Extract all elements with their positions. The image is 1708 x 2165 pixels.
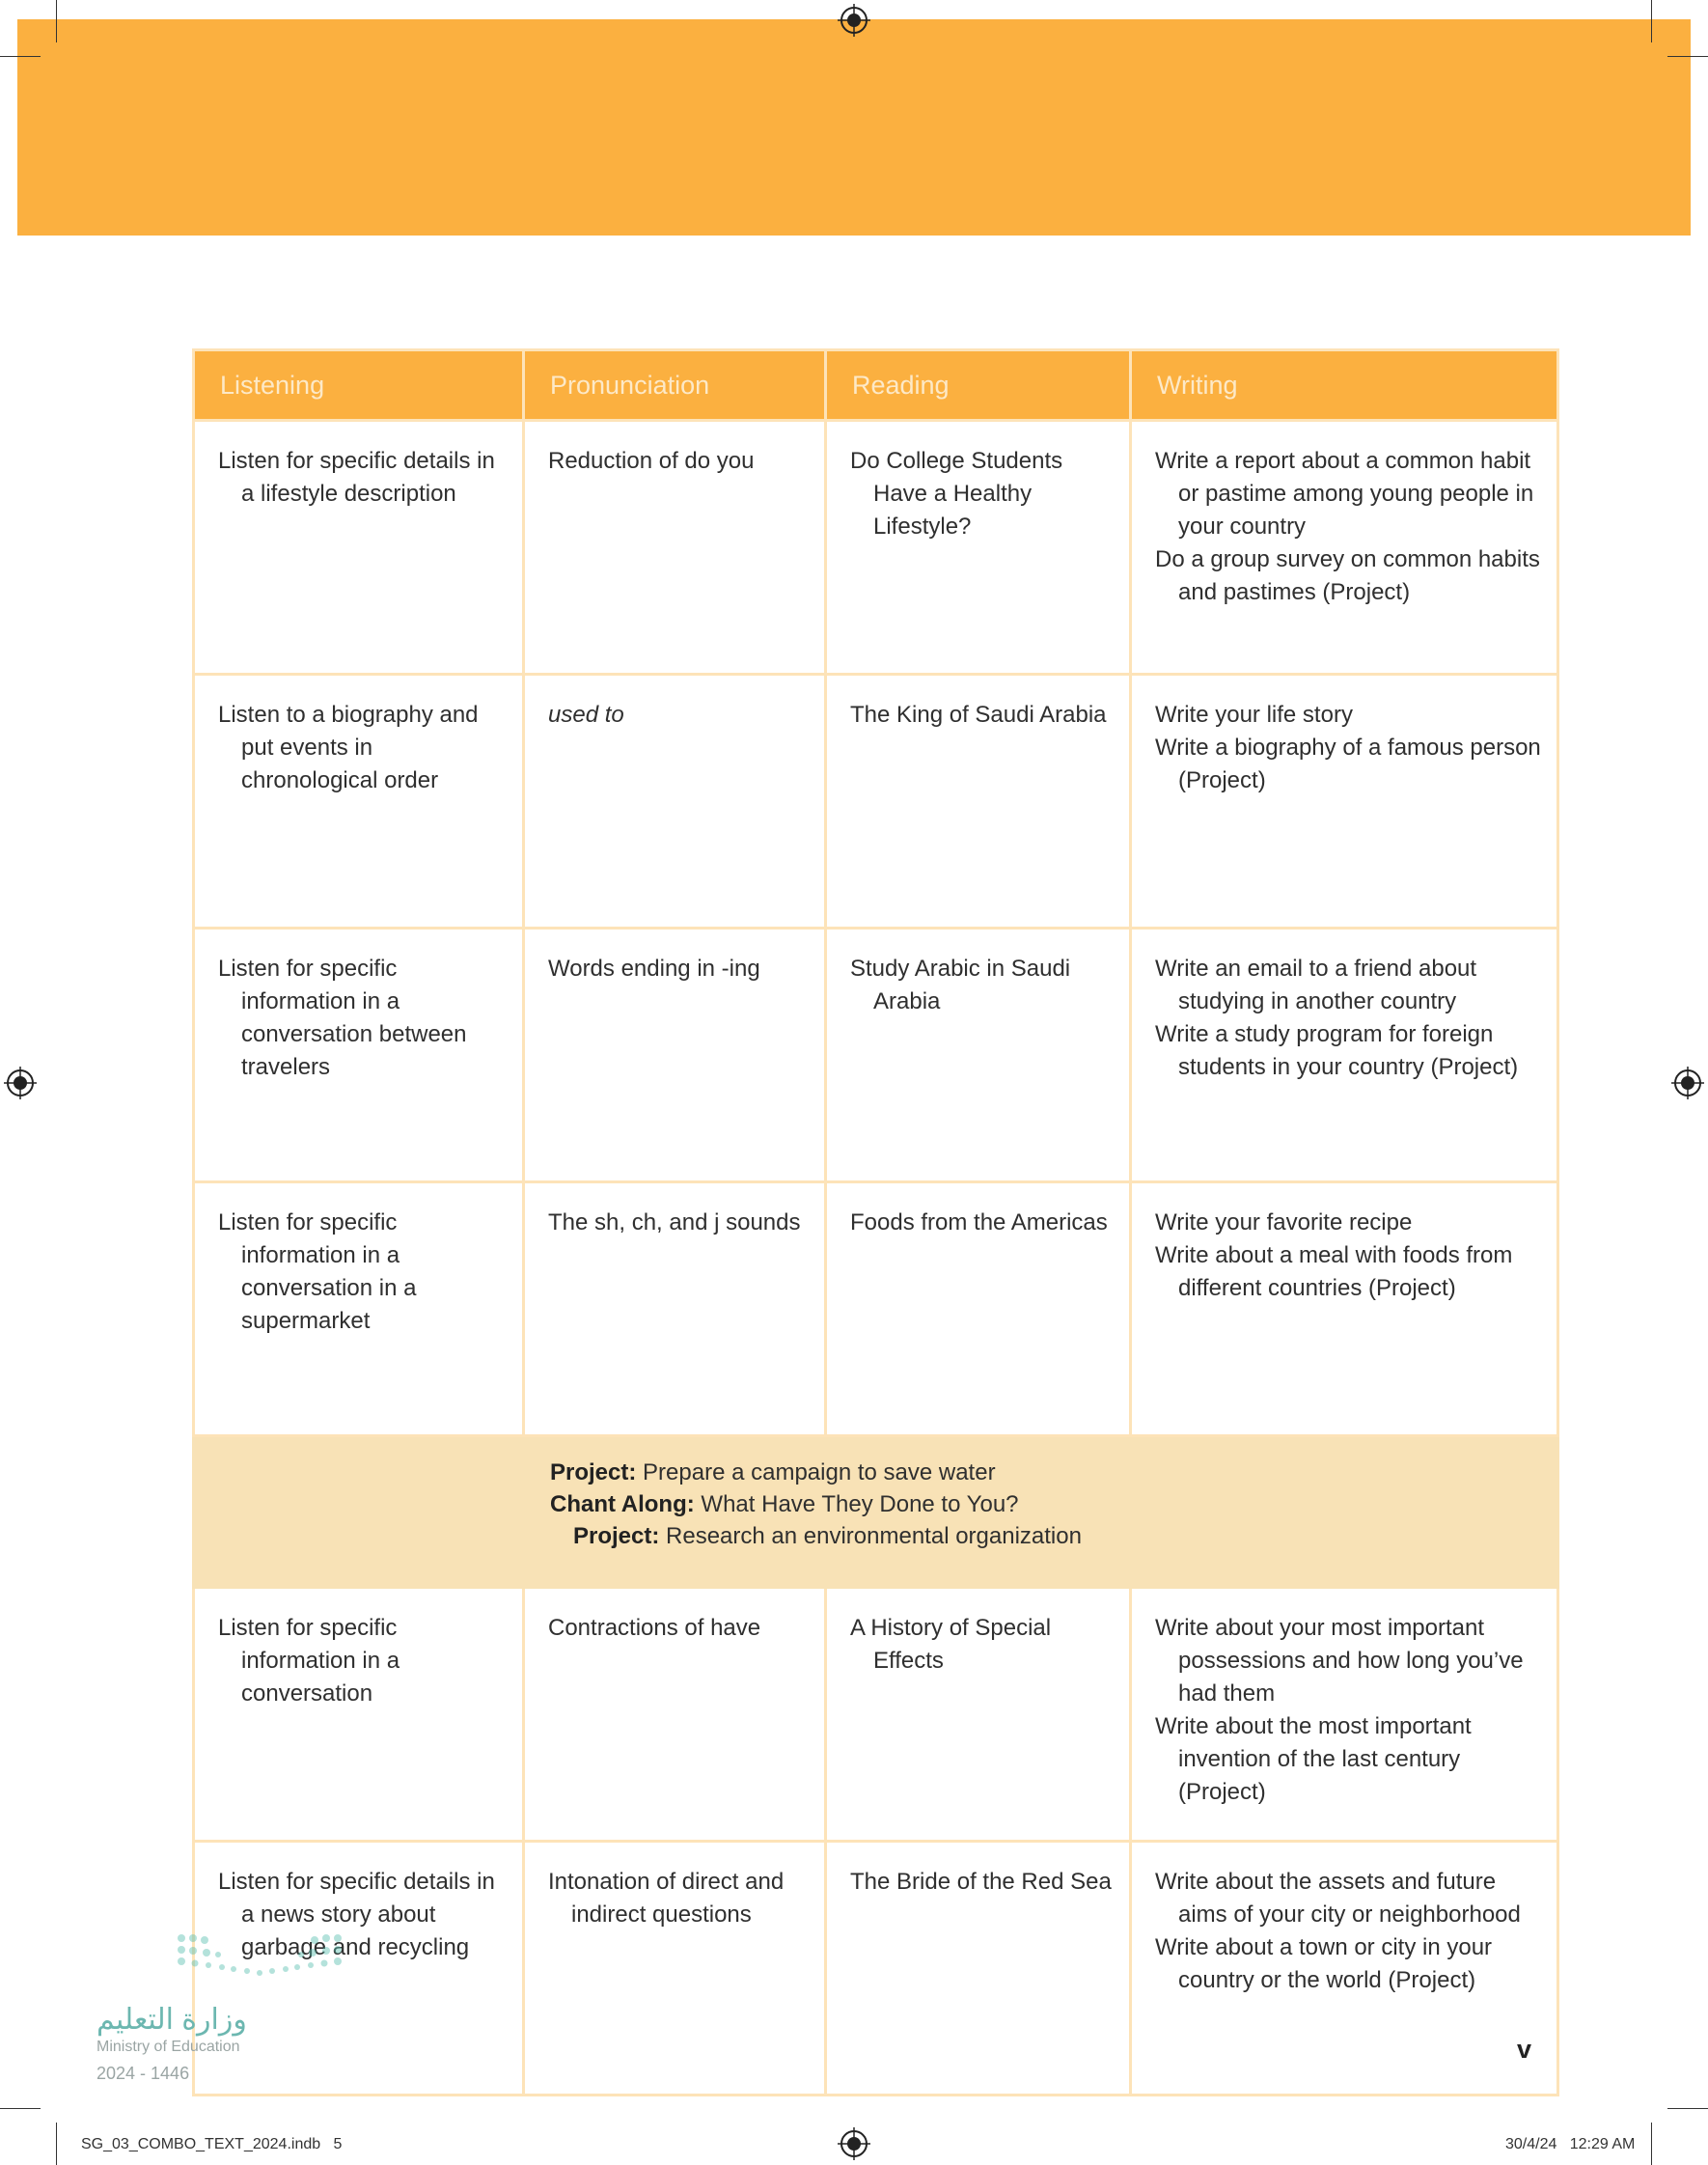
table-row bbox=[194, 1842, 1558, 2096]
crop-mark bbox=[0, 56, 41, 57]
ministry-name-arabic: وزارة التعليم bbox=[96, 2004, 247, 2036]
crop-mark bbox=[1667, 2108, 1708, 2109]
writing-cell: Write an email to a friend about studying in another country Write a study program for foreign students in your country (Project) bbox=[1131, 929, 1558, 1182]
reading-cell: Foods from the Americas bbox=[826, 1182, 1131, 1436]
writing-cell: Write about the assets and future aims of your city or neighborhood Write about a town or city in your country or the world (Project) bbox=[1131, 1842, 1558, 2096]
pronunciation-cell: Contractions of have bbox=[524, 1588, 826, 1842]
registration-mark-icon bbox=[838, 4, 870, 37]
page-number: v bbox=[1517, 2035, 1532, 2064]
listening-cell: Listen for specific details in a news story about garbage and recycling bbox=[194, 1842, 524, 2096]
crop-mark bbox=[56, 0, 57, 42]
review-band-row bbox=[194, 1436, 1558, 1588]
top-banner bbox=[17, 19, 1691, 236]
footer-timestamp: 30/4/24 12:29 AM bbox=[1505, 2136, 1636, 2152]
reading-cell: The Bride of the Red Sea bbox=[826, 1842, 1131, 2096]
pronunciation-cell: The sh, ch, and j sounds bbox=[524, 1182, 826, 1436]
reading-cell: The King of Saudi Arabia bbox=[826, 675, 1131, 929]
band-line-project-2: Project: Research an environmental organization bbox=[573, 1523, 1082, 1549]
crop-mark bbox=[1667, 56, 1708, 57]
writing-cell: Write your life story Write a biography of a famous person (Project) bbox=[1131, 675, 1558, 929]
table-row bbox=[194, 1182, 1558, 1436]
pronunciation-cell: Intonation of direct and indirect questions bbox=[524, 1842, 826, 2096]
writing-cell: Write about your most important possessions and how long you’ve had them Write about the most important invention of the last century (Project) bbox=[1131, 1588, 1558, 1842]
pronunciation-cell: used to bbox=[524, 675, 826, 929]
table-row bbox=[194, 1588, 1558, 1842]
table-row bbox=[194, 421, 1558, 675]
table-row bbox=[194, 929, 1558, 1182]
reading-cell: Study Arabic in Saudi Arabia bbox=[826, 929, 1131, 1182]
registration-mark-icon bbox=[4, 1067, 37, 1099]
band-line-project: Project: Prepare a campaign to save water bbox=[550, 1459, 996, 1485]
table-header-row bbox=[194, 350, 1558, 421]
header-reading: Reading bbox=[826, 350, 1131, 421]
review-band bbox=[194, 1436, 1558, 1588]
scope-table bbox=[192, 348, 1559, 2096]
table-row bbox=[194, 675, 1558, 929]
footer-file: SG_03_COMBO_TEXT_2024.indb 5 bbox=[81, 2136, 343, 2152]
crop-mark bbox=[1651, 0, 1652, 42]
registration-mark-icon bbox=[838, 2127, 870, 2160]
listening-cell: Listen for specific information in a conversation between travelers bbox=[194, 929, 524, 1182]
writing-cell: Write a report about a common habit or pastime among young people in your country Do a group survey on common habits and pastimes (Project) bbox=[1131, 421, 1558, 675]
listening-cell: Listen for specific information in a conversation in a supermarket bbox=[194, 1182, 524, 1436]
listening-cell: Listen for specific details in a lifestyle description bbox=[194, 421, 524, 675]
registration-mark-icon bbox=[1671, 1067, 1704, 1099]
ministry-name-english: Ministry of Education bbox=[96, 2039, 240, 2055]
reading-cell: Do College Students Have a Healthy Lifestyle? bbox=[826, 421, 1131, 675]
pronunciation-cell: Words ending in -ing bbox=[524, 929, 826, 1182]
band-line-chant: Chant Along: What Have They Done to You? bbox=[550, 1491, 1019, 1517]
writing-cell: Write your favorite recipe Write about a meal with foods from different countries (Project) bbox=[1131, 1182, 1558, 1436]
crop-mark bbox=[0, 2108, 41, 2109]
header-pronunciation: Pronunciation bbox=[524, 350, 826, 421]
header-listening: Listening bbox=[194, 350, 524, 421]
header-writing: Writing bbox=[1131, 350, 1558, 421]
listening-cell: Listen for specific information in a conversation bbox=[194, 1588, 524, 1842]
crop-mark bbox=[56, 2123, 57, 2165]
crop-mark bbox=[1651, 2123, 1652, 2165]
ministry-year: 2024 - 1446 bbox=[96, 2064, 190, 2083]
listening-cell: Listen to a biography and put events in chronological order bbox=[194, 675, 524, 929]
reading-cell: A History of Special Effects bbox=[826, 1588, 1131, 1842]
pronunciation-cell: Reduction of do you bbox=[524, 421, 826, 675]
